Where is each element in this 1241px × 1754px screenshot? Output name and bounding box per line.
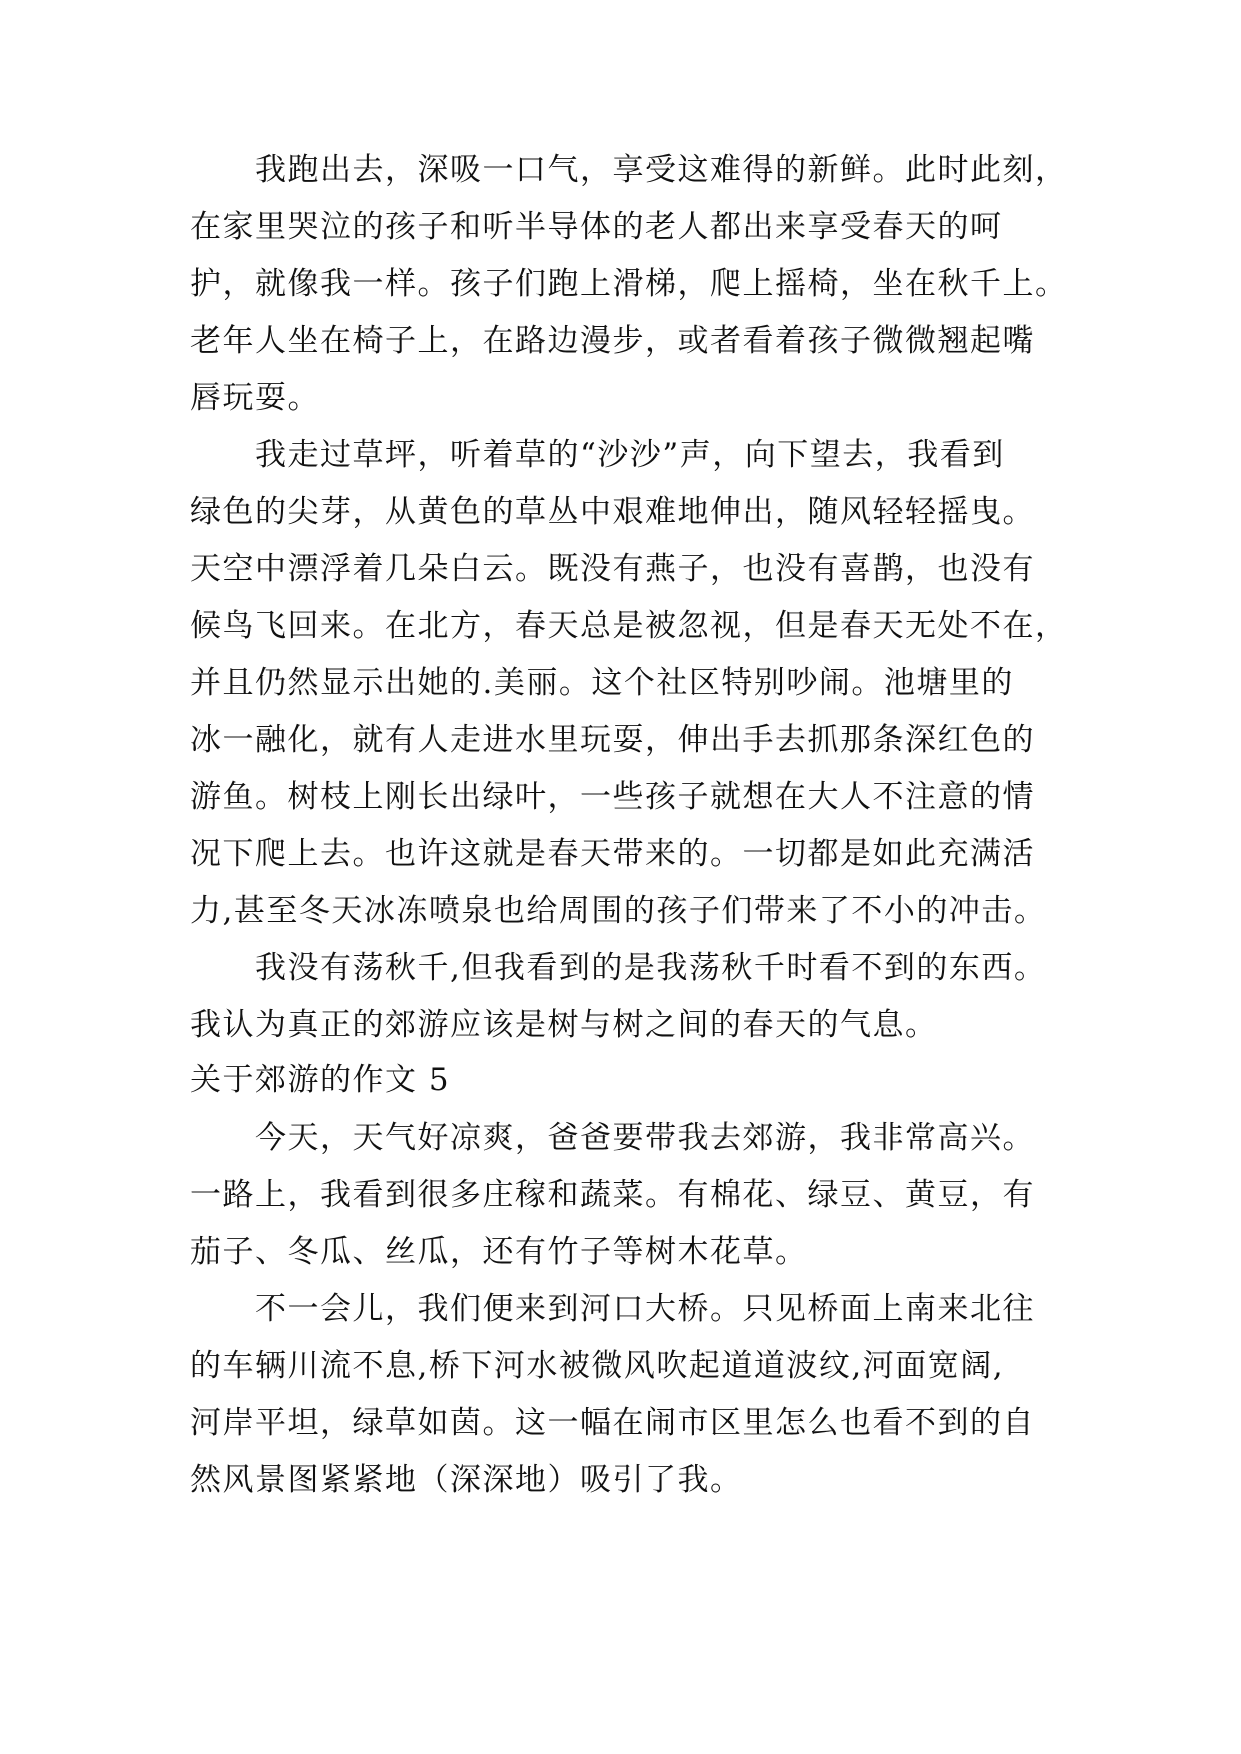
paragraph-line: 护，就像我一样。孩子们跑上滑梯，爬上摇椅，坐在秋千上。 [190, 266, 1068, 302]
paragraph-line: 游鱼。树枝上刚长出绿叶，一些孩子就想在大人不注意的情 [190, 779, 1035, 815]
paragraph-line: 的车辆川流不息,桥下河水被微风吹起道道波纹,河面宽阔, [190, 1348, 1005, 1384]
paragraph-line: 一路上，我看到很多庄稼和蔬菜。有棉花、绿豆、黄豆，有 [190, 1177, 1035, 1213]
paragraph-line: 绿色的尖芽，从黄色的草丛中艰难地伸出，随风轻轻摇曳。 [190, 494, 1035, 530]
section-heading: 关于郊游的作文 5 [190, 1062, 451, 1098]
paragraph-line: 我跑出去，深吸一口气，享受这难得的新鲜。此时此刻， [255, 152, 1068, 188]
paragraph-line: 我没有荡秋千,但我看到的是我荡秋千时看不到的东西。 [255, 950, 1047, 986]
paragraph-line: 并且仍然显示出她的.美丽。这个社区特别吵闹。池塘里的 [190, 665, 1014, 701]
paragraph-line: 我走过草坪，听着草的“沙沙”声，向下望去，我看到 [255, 437, 1005, 473]
paragraph-line: 在家里哭泣的孩子和听半导体的老人都出来享受春天的呵 [190, 209, 1003, 245]
paragraph-line: 今天，天气好凉爽，爸爸要带我去郊游，我非常高兴。 [255, 1120, 1035, 1156]
paragraph-line: 候鸟飞回来。在北方，春天总是被忽视，但是春天无处不在， [190, 608, 1068, 644]
paragraph-line: 力,甚至冬天冰冻喷泉也给周围的孩子们带来了不小的冲击。 [190, 893, 1047, 929]
paragraph-line: 河岸平坦，绿草如茵。这一幅在闹市区里怎么也看不到的自 [190, 1405, 1035, 1441]
paragraph-line: 冰一融化，就有人走进水里玩耍，伸出手去抓那条深红色的 [190, 722, 1035, 758]
paragraph-line: 况下爬上去。也许这就是春天带来的。一切都是如此充满活 [190, 836, 1035, 872]
paragraph-line: 不一会儿，我们便来到河口大桥。只见桥面上南来北往 [255, 1291, 1035, 1327]
paragraph-line: 天空中漂浮着几朵白云。既没有燕子，也没有喜鹊，也没有 [190, 551, 1035, 587]
paragraph-line: 然风景图紧紧地（深深地）吸引了我。 [190, 1462, 743, 1498]
paragraph-line: 唇玩耍。 [190, 380, 320, 416]
paragraph-line: 我认为真正的郊游应该是树与树之间的春天的气息。 [190, 1007, 938, 1043]
paragraph-line: 茄子、冬瓜、丝瓜，还有竹子等树木花草。 [190, 1234, 808, 1270]
paragraph-line: 老年人坐在椅子上，在路边漫步，或者看着孩子微微翘起嘴 [190, 323, 1035, 359]
